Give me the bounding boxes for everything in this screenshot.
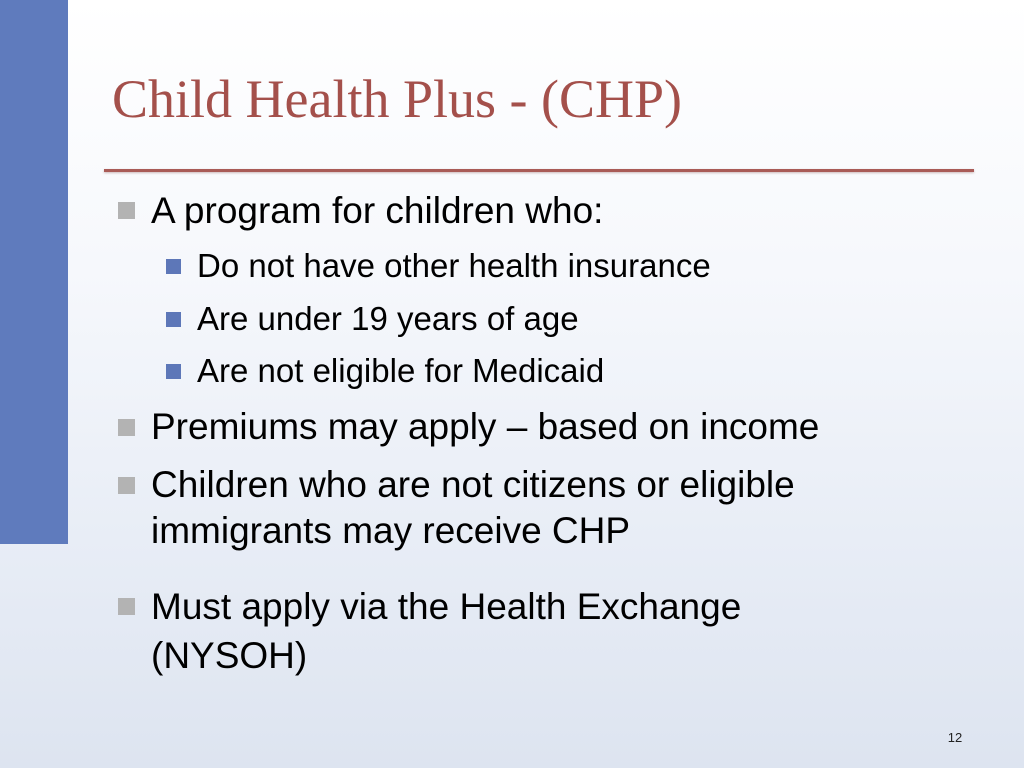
bullet-item-line: (NYSOH): [151, 635, 308, 676]
bullet-square-icon: [118, 598, 135, 615]
bullet-square-icon: [118, 419, 135, 436]
bullet-item-line: Children who are not citizens or eligible: [151, 464, 795, 505]
bullet-square-icon: [118, 202, 135, 219]
bullet-item: Premiums may apply – based on income: [151, 406, 820, 447]
sub-bullet-square-icon: [166, 259, 181, 274]
bullet-item-line: immigrants may receive CHP: [151, 510, 631, 551]
bullet-item-line: Must apply via the Health Exchange: [151, 586, 742, 627]
sub-bullet-item: Are not eligible for Medicaid: [197, 352, 605, 389]
sub-bullet-square-icon: [166, 312, 181, 327]
bullet-item: A program for children who:: [151, 190, 604, 231]
sub-bullet-square-icon: [166, 364, 181, 379]
bullet-square-icon: [118, 477, 135, 494]
sub-bullet-item: Are under 19 years of age: [197, 300, 579, 337]
slide-title: Child Health Plus - (CHP): [112, 69, 683, 129]
page-number: 12: [947, 730, 963, 745]
sub-bullet-item: Do not have other health insurance: [197, 247, 711, 284]
